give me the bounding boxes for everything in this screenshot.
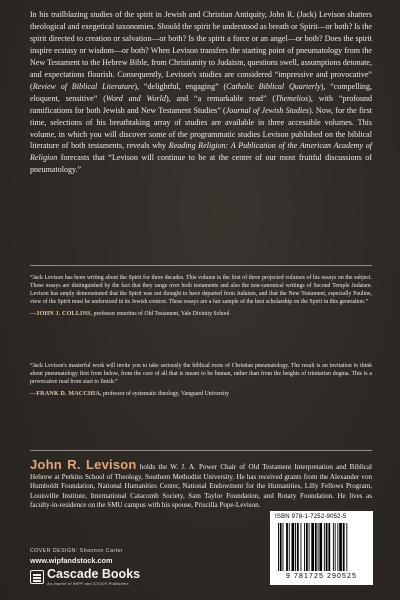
endorsement-quote: “Jack Levison has been writing about the Spirit for three decades. This volume is the first of three projected volumes of his essays on the subject. These essays are distinguished by the fact that they range over both testaments and also the non-canonical writings of Second Temple Judaism. Levison has amply demonstrated that the Spirit was not thought to have departed from Judaism, and that the New Testament, especially Pauline, view of the Spirit must be understood in its Jewish context. These essays are a fair sample of the best scholarship on the Spirit in this generation.”: [30, 275, 372, 306]
barcode-bar: [319, 523, 322, 571]
barcode-bar: [295, 523, 296, 571]
author-bio: [30, 457, 372, 511]
book-description: [30, 9, 372, 176]
barcode-bar: [315, 523, 317, 571]
barcode-bar: [337, 523, 338, 571]
endorsement-attribution: [30, 390, 372, 398]
publisher-name: Cascade Books: [47, 567, 141, 581]
description-text: ), “delightful, engaging” (: [134, 81, 227, 91]
source-title: Journal of Jewish Studies: [225, 105, 309, 115]
book-stack-icon: [30, 570, 44, 584]
publisher-block: [30, 548, 170, 586]
isbn-number: ISBN 978-1-7252-9052-5: [275, 514, 347, 520]
barcode-bar: [346, 523, 347, 571]
barcode-bar: [335, 523, 336, 571]
barcode-bar: [343, 523, 345, 571]
description-text: ). Now, for the first time, selections of his breathtaking array of studies are available in three accessible volumes. This volume, in which you will discover some of the programmatic studies Levison published on the biblical literature of both testaments, reveals why: [30, 105, 372, 151]
barcode-digits: 9 781725 290525: [286, 573, 357, 580]
publisher-tagline: An Imprint of WIPF and STOCK Publishers: [47, 581, 129, 586]
source-title: Reading Religion: A Publication of the American Academy of Religion: [30, 141, 373, 163]
barcode-bar: [318, 523, 319, 571]
barcode-bar: [309, 523, 310, 571]
endorsement: [30, 274, 372, 318]
publisher-wordmark: [47, 568, 140, 586]
section-divider: [30, 265, 372, 266]
barcode-bar: [306, 523, 308, 571]
description-text: forecasts that “Levison will continue to be at the center of our most fruitful discussions of pneumatology.”: [30, 153, 372, 175]
source-title: Review of Biblical Literature: [32, 81, 135, 91]
barcode-bar: [301, 523, 302, 571]
barcode-bar: [339, 523, 342, 571]
publisher-website: www.wipfandstock.com: [30, 556, 113, 565]
endorser-credential: professor emeritus of Old Testament, Yale Divinity School: [92, 311, 230, 318]
source-title: Word and World: [105, 93, 166, 103]
barcode-bar: [324, 523, 325, 571]
barcode-bar: [297, 523, 299, 571]
source-title: Catholic Biblical Quarterly: [226, 81, 321, 91]
barcode-bar: [333, 523, 334, 571]
description-text: ), “compelling, eloquent, sensitive” (: [30, 81, 372, 103]
barcode-bar: [304, 523, 305, 571]
barcode-bar: [280, 523, 282, 571]
endorser-name: —FRANK D. MACCHIA,: [30, 390, 102, 398]
author-bio-text: holds the W. J. A. Power Chair of Old Testament Interpretation and Biblical Hebrew at Perkins School of Theology, Southern Methodist University. He has received grants from the Alexander von Humboldt Foundation, National Humanities Center, National Endowment for the Humanities, Lilly Fellows Program, Louisville Institute, International Catacomb Society, Sam Taylor Foundation, and Rotary Foundation. He lives as faculty-in-residence on the SMU campus with his spouse, Priscilla Pope-Levison.: [30, 463, 372, 510]
author-name: John R. Levison: [30, 457, 137, 472]
barcode-bar: [328, 523, 330, 571]
barcode-bar: [278, 523, 279, 571]
endorser-credential: professor of systematic theology, Vanguard University: [101, 391, 230, 398]
endorser-name: —JOHN J. COLLINS,: [30, 310, 93, 318]
barcode-bar: [311, 523, 314, 571]
source-title: Themelios: [275, 93, 309, 103]
barcode-bar: [326, 523, 328, 571]
endorsement-attribution: [30, 310, 372, 318]
cover-design-credit: COVER DESIGN: Shannon Carter: [30, 548, 124, 554]
endorsement-quote: “Jack Levison's masterful work will invite you to take seriously the biblical roots of Christian pneumatology. The result is an invitation to think about pneumatology first from below, from the core of all that is meant to be human, rather than from the heights of trinitarian dogma. This is a provocative read from start to finish.”: [30, 363, 372, 386]
description-text: ), with “profound ramifications for both Jewish and New Testament Studies” (: [30, 93, 373, 115]
barcode-bars: [278, 523, 368, 571]
barcode-bar: [292, 523, 295, 571]
barcode-bar: [286, 523, 288, 571]
section-divider: [30, 450, 372, 451]
description-text: In his trailblazing studies of the spirit in Jewish and Christian Antiquity, John R. (Jack) Levison shatters theological and exegetical taxonomies. Should the spirit be understood as breath or Spirit—or both? Is the spirit directed to creation or salvation—or both? Is the spirit a force or an angel—or both? Does the spirit inspire ecstasy or wisdom—or both? When Levison transfers the starting point of pneumatology from the New Testament to the Hebrew Bible, from Christianity to Judaism, questions swell, assumptions detonate, and expectations flourish. Consequently, Levison's studies are considered “impressive and provocative” (: [30, 10, 372, 91]
barcode-bar: [289, 523, 290, 571]
isbn-barcode: [270, 511, 373, 585]
endorsement: [30, 362, 372, 398]
barcode-bar: [283, 523, 284, 571]
description-text: ), and “a remarkable read” (: [165, 93, 276, 103]
publisher-logo: [30, 568, 170, 586]
